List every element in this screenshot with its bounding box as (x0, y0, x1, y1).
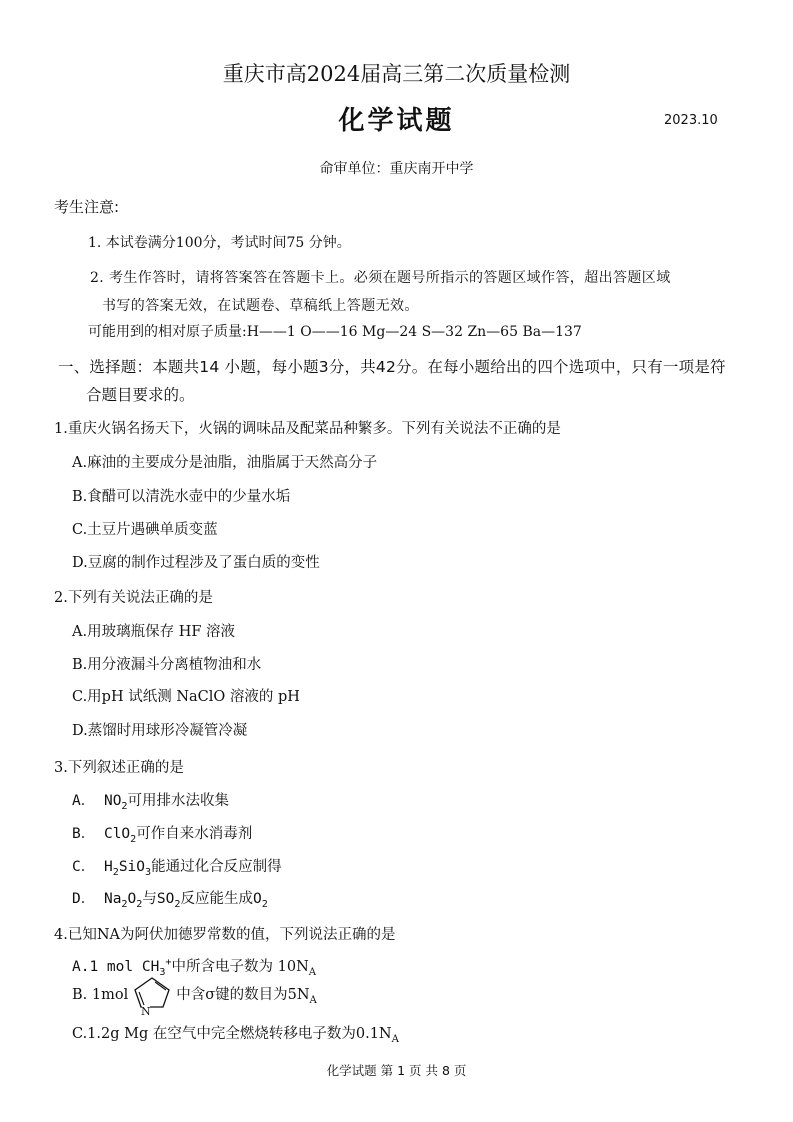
q4-option-b: B. 1mol N 中含σ键的数目为$5N_A$ (72, 975, 317, 1015)
exam-date: 2023.10 (664, 113, 718, 128)
page-footer: 化学试题 第 1 页 共 8 页 (326, 1063, 467, 1078)
q1-stem: 1.重庆火锅名扬天下，火锅的调味品及配菜品种繁多。下列有关说法不正确的是 (54, 421, 561, 437)
q3-option-d: D． $Na_2O_2$与$SO_2$反应能生成$O_2$ (72, 891, 268, 910)
q3-stem: 3.下列叙述正确的是 (54, 760, 184, 776)
q4-option-c: C.1.2g Mg 在空气中完全燃烧转移电子数为$0.1N_A$ (72, 1026, 399, 1045)
q1-option-d: D.豆腐的制作过程涉及了蛋白质的变性 (72, 555, 320, 571)
pyrrole-ring-icon (130, 975, 174, 1015)
setter-unit: 命审单位：重庆南开中学 (319, 161, 474, 177)
q4-stem: 4.已知NA为阿伏加德罗常数的值，下列说法正确的是 (54, 927, 396, 943)
q4-option-a: A.1 mol $CH_3^+$中所含电子数为 $10N_A$ (72, 957, 317, 978)
section-heading-line-1: 一、选择题：本题共14 小题，每小题3分，共42分。在每小题给出的四个选项中，只有一项是符 (58, 358, 726, 376)
q2-stem: 2.下列有关说法正确的是 (54, 590, 213, 606)
q2-option-d: D.蒸馏时用球形冷凝管冷凝 (72, 723, 248, 739)
q3-option-c: C． $H_2SiO_3$能通过化合反应制得 (72, 859, 282, 878)
section-heading-line-2: 合题目要求的。 (86, 386, 195, 404)
q1-option-a: A.麻油的主要成分是油脂，油脂属于天然高分子 (72, 455, 378, 471)
q3-option-b: B． ClO$_2$可作自来水消毒剂 (72, 826, 253, 845)
q3-option-a: A． $NO_2$可用排水法收集 (72, 793, 230, 812)
atomic-masses: 可能用到的相对原子质量:H——1 O——16 Mg—24 S—32 Zn—65 Ba—137 (88, 324, 582, 340)
exam-title: 重庆市高2024届高三第二次质量检测 (222, 62, 571, 86)
notice-item-2-line-1: 2. 考生作答时，请将答案答在答题卡上。必须在题号所指示的答题区域作答，超出答题区域 (90, 270, 671, 286)
svg-text:N: N (141, 1005, 151, 1015)
notice-heading: 考生注意: (54, 198, 120, 216)
q2-option-a: A.用玻璃瓶保存 HF 溶液 (72, 624, 236, 640)
notice-item-2-line-2: 书写的答案无效，在试题卷、草稿纸上答题无效。 (102, 298, 419, 314)
notice-item-1: 1. 本试卷满分100分，考试时间75 分钟。 (88, 235, 351, 251)
q1-option-c: C.土豆片遇碘单质变蓝 (72, 522, 218, 538)
q2-option-b: B.用分液漏斗分离植物油和水 (72, 657, 262, 673)
q1-option-b: B.食醋可以清洗水壶中的少量水垢 (72, 489, 291, 505)
q2-option-c: C.用pH 试纸测 NaClO 溶液的 pH (72, 689, 300, 705)
subject-title: 化学试题 (338, 106, 455, 136)
